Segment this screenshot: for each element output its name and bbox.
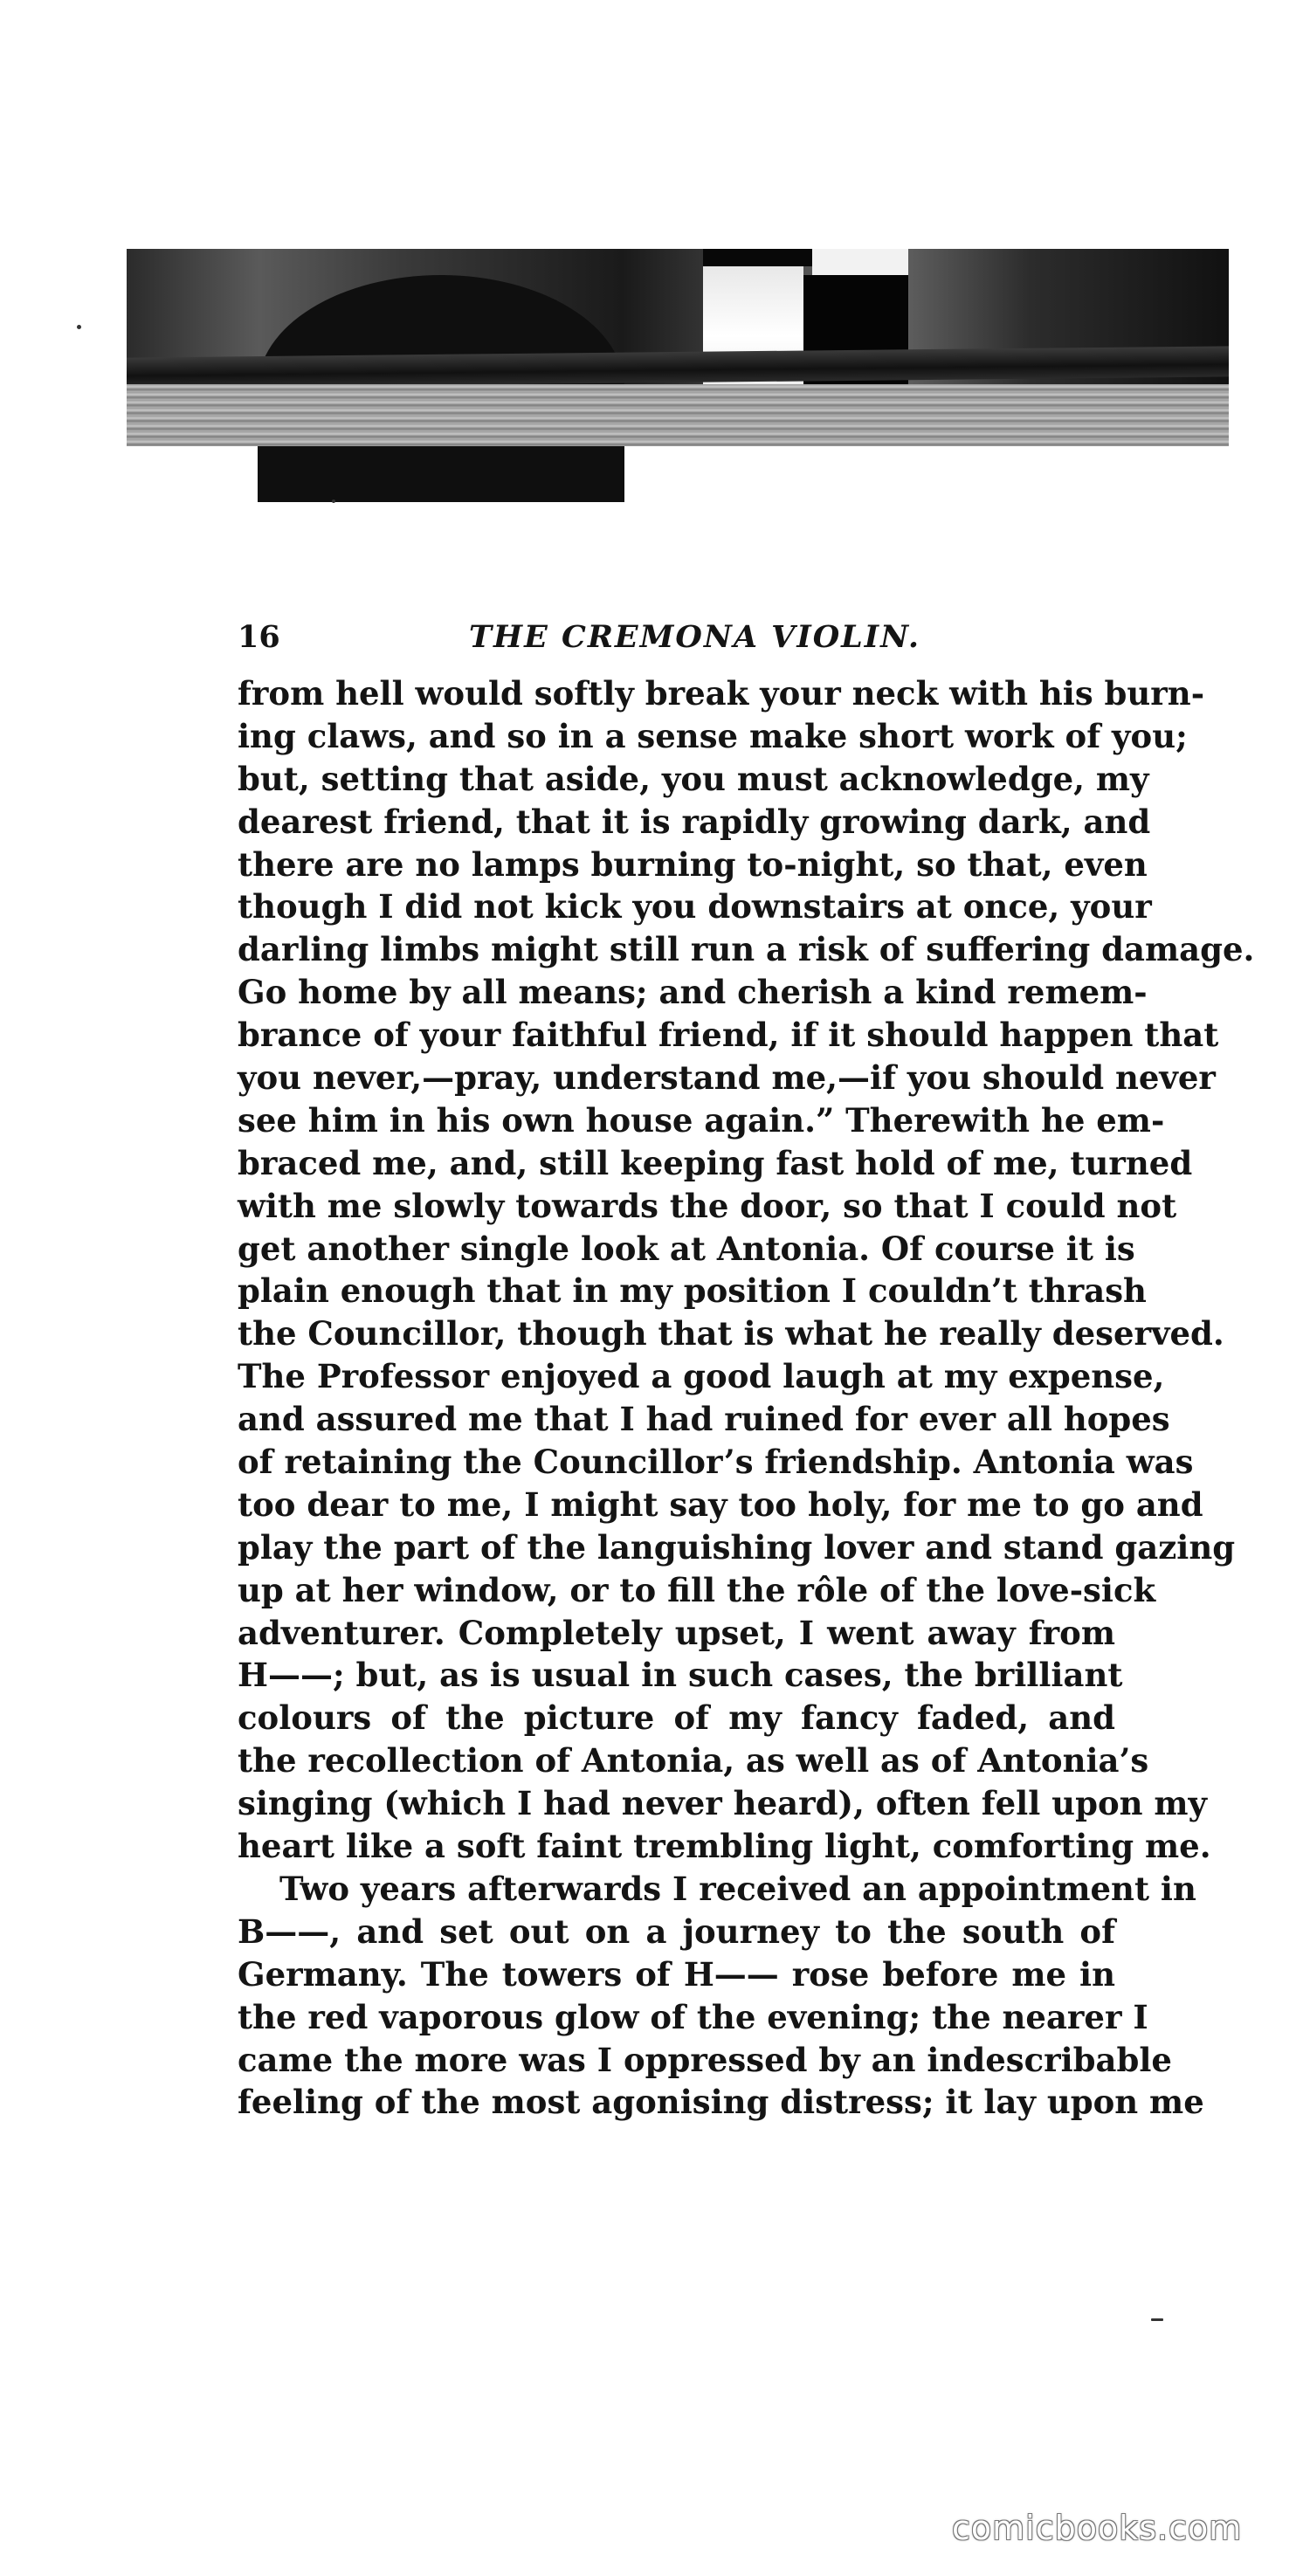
running-title: THE CREMONA VIOLIN. (469, 619, 921, 655)
text-line: colours of the picture of my fancy faded, and (238, 1698, 1115, 1738)
text-line: and assured me that I had ruined for ever all hopes (238, 1400, 1170, 1439)
text-line: get another single look at Antonia. Of course it is (238, 1229, 1135, 1268)
text-line: plain enough that in my position I couldn’t thrash (238, 1271, 1147, 1311)
text-line: Go home by all means; and cherish a kind remem- (238, 973, 1148, 1012)
text-line: came the more was I oppressed by an indescribable (238, 2040, 1172, 2079)
scan-light-block-top (812, 249, 908, 275)
text-line: The Professor enjoyed a good laugh at my expense, (238, 1357, 1165, 1396)
text-line: feeling of the most agonising distress; it lay upon me (238, 2083, 1204, 2122)
text-line: too dear to me, I might say too holy, for me to go and (238, 1484, 1203, 1524)
text-line: the red vaporous glow of the evening; the nearer I (238, 1997, 1148, 2036)
running-head (238, 611, 1111, 664)
text-line: but, setting that aside, you must acknowledge, my (238, 759, 1149, 798)
text-line: the recollection of Antonia, as well as of Antonia’s (238, 1741, 1149, 1780)
text-line: dearest friend, that it is rapidly growing dark, and (238, 802, 1151, 841)
text-line: adventurer. Completely upset, I went away from (238, 1613, 1115, 1652)
text-line: singing (which I had never heard), often fell upon my (238, 1784, 1208, 1823)
speck-mark (77, 325, 81, 329)
speck-mark (332, 499, 335, 503)
scanned-image-strip (127, 249, 1229, 446)
text-line: braced me, and, still keeping fast hold of me, turned (238, 1143, 1193, 1182)
text-line: though I did not kick you downstairs at once, your (238, 887, 1152, 926)
watermark: comicbooks.com (952, 2509, 1243, 2547)
text-line: play the part of the languishing lover and stand gazing (238, 1527, 1236, 1567)
text-line: of retaining the Councillor’s friendship. Antonia was (238, 1443, 1194, 1482)
scan-floor (127, 384, 1229, 446)
text-line: ing claws, and so in a sense make short work of you; (238, 716, 1188, 755)
text-line: with me slowly towards the door, so that I could not (238, 1186, 1177, 1225)
text-line: the Councillor, though that is what he really deserved. (238, 1314, 1224, 1353)
text-line: brance of your faithful friend, if it should happen that (238, 1016, 1219, 1055)
body-text (238, 672, 1255, 2124)
page-number: 16 (238, 619, 280, 655)
text-line: there are no lamps burning to-night, so that, even (238, 844, 1148, 884)
text-line: H——; but, as is usual in such cases, the brilliant (238, 1656, 1123, 1695)
text-line: you never,—pray, understand me,—if you should never (238, 1058, 1216, 1098)
scan-dark-block-top (703, 249, 812, 266)
text-line: from hell would softly break your neck with his burn- (238, 674, 1205, 713)
text-line: Two years afterwards I received an appointment in (279, 1869, 1196, 1908)
speck-mark (1151, 2318, 1163, 2321)
text-line: Germany. The towers of H—— rose before me in (238, 1954, 1115, 1994)
text-line: see him in his own house again.” Therewith he em- (238, 1100, 1165, 1140)
text-line: heart like a soft faint trembling light, comforting me. (238, 1827, 1211, 1866)
text-line: up at her window, or to fill the rôle of the love-sick (238, 1570, 1156, 1609)
text-line: darling limbs might still run a risk of suffering damage. (238, 930, 1255, 969)
text-line: B——, and set out on a journey to the south of (238, 1911, 1115, 1951)
